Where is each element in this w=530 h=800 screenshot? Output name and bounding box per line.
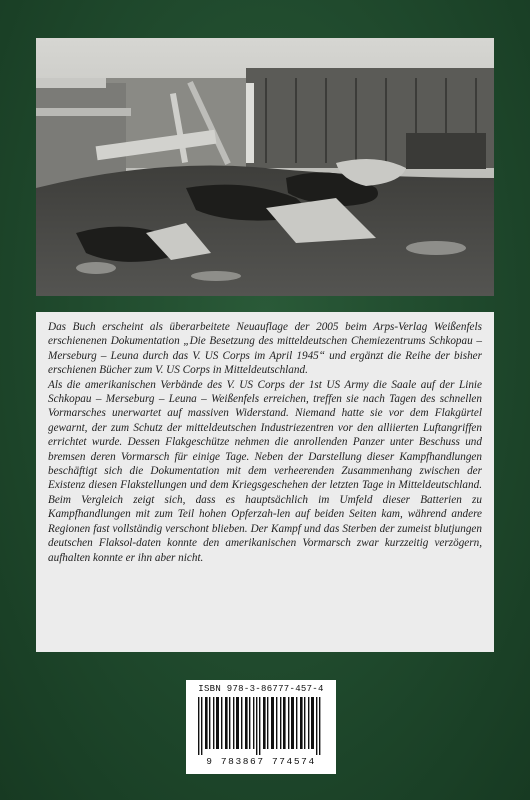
barcode-bars	[196, 697, 326, 755]
barcode-box	[186, 680, 336, 774]
isbn-label: ISBN 978-3-86777-457-4	[198, 684, 324, 694]
description-paragraph-1: Das Buch erscheint als überarbeitete Neuauflage der 2005 beim Arps-Verlag Weißenfels erschienenen Dokumentation „Die Besetzung des mitteldeutschen Chemiezentrums Schkopau – Merseburg – Leuna durch das V. US Corps im April 1945“ und ergänzt die Reihe der bisher erschienen Bücher zum V. US Corps in Mitteldeutschland.	[48, 321, 482, 377]
ean-digits: 9 783867 774574	[206, 756, 316, 767]
cover-photo	[36, 38, 494, 296]
description-panel	[36, 312, 494, 652]
description-paragraph-2: Als die amerikanischen Verbände des V. US Corps der 1st US Army die Saale auf der Linie Schkopau – Merseburg – Leuna – Weißenfels erreichen, treffen sie nach Tagen des schnellen Vormarsches unerwartet auf massiven Widerstand. Niemand hatte sie vor dem Flakgürtel gewarnt, der zum Schutz der mitteldeutschen Industriezentren vor den alliierten Luftangriffen errichtet wurde. Dessen Flakgeschütze nehmen die anrollenden Panzer unter Beschuss und bremsen deren Vormarsch für einige Tage. Neben der Darstellung dieser Kampfhandlungen beschäftigt sich die Dokumentation mit dem verheerenden Zusammenhang zwischen der Existenz diesen Flakstellungen und dem Kriegsgeschehen der letzten Tage in Mitteldeutschland. Beim Vergleich zeigt sich, dass es hauptsächlich im Umfeld dieser Batterien zu Kampfhandlungen mit zum Teil hohen Opferzah-len auf beiden Seiten kam, während andere Regionen fast vollständig verschont blieben. Der Kampf und das Sterben der zumeist blutjungen deutschen Flaksol-daten konnte den amerikanischen Vormarsch zwar kurzzeitig verzögern, aufhalten konnte er ihn aber nicht.	[48, 378, 482, 564]
